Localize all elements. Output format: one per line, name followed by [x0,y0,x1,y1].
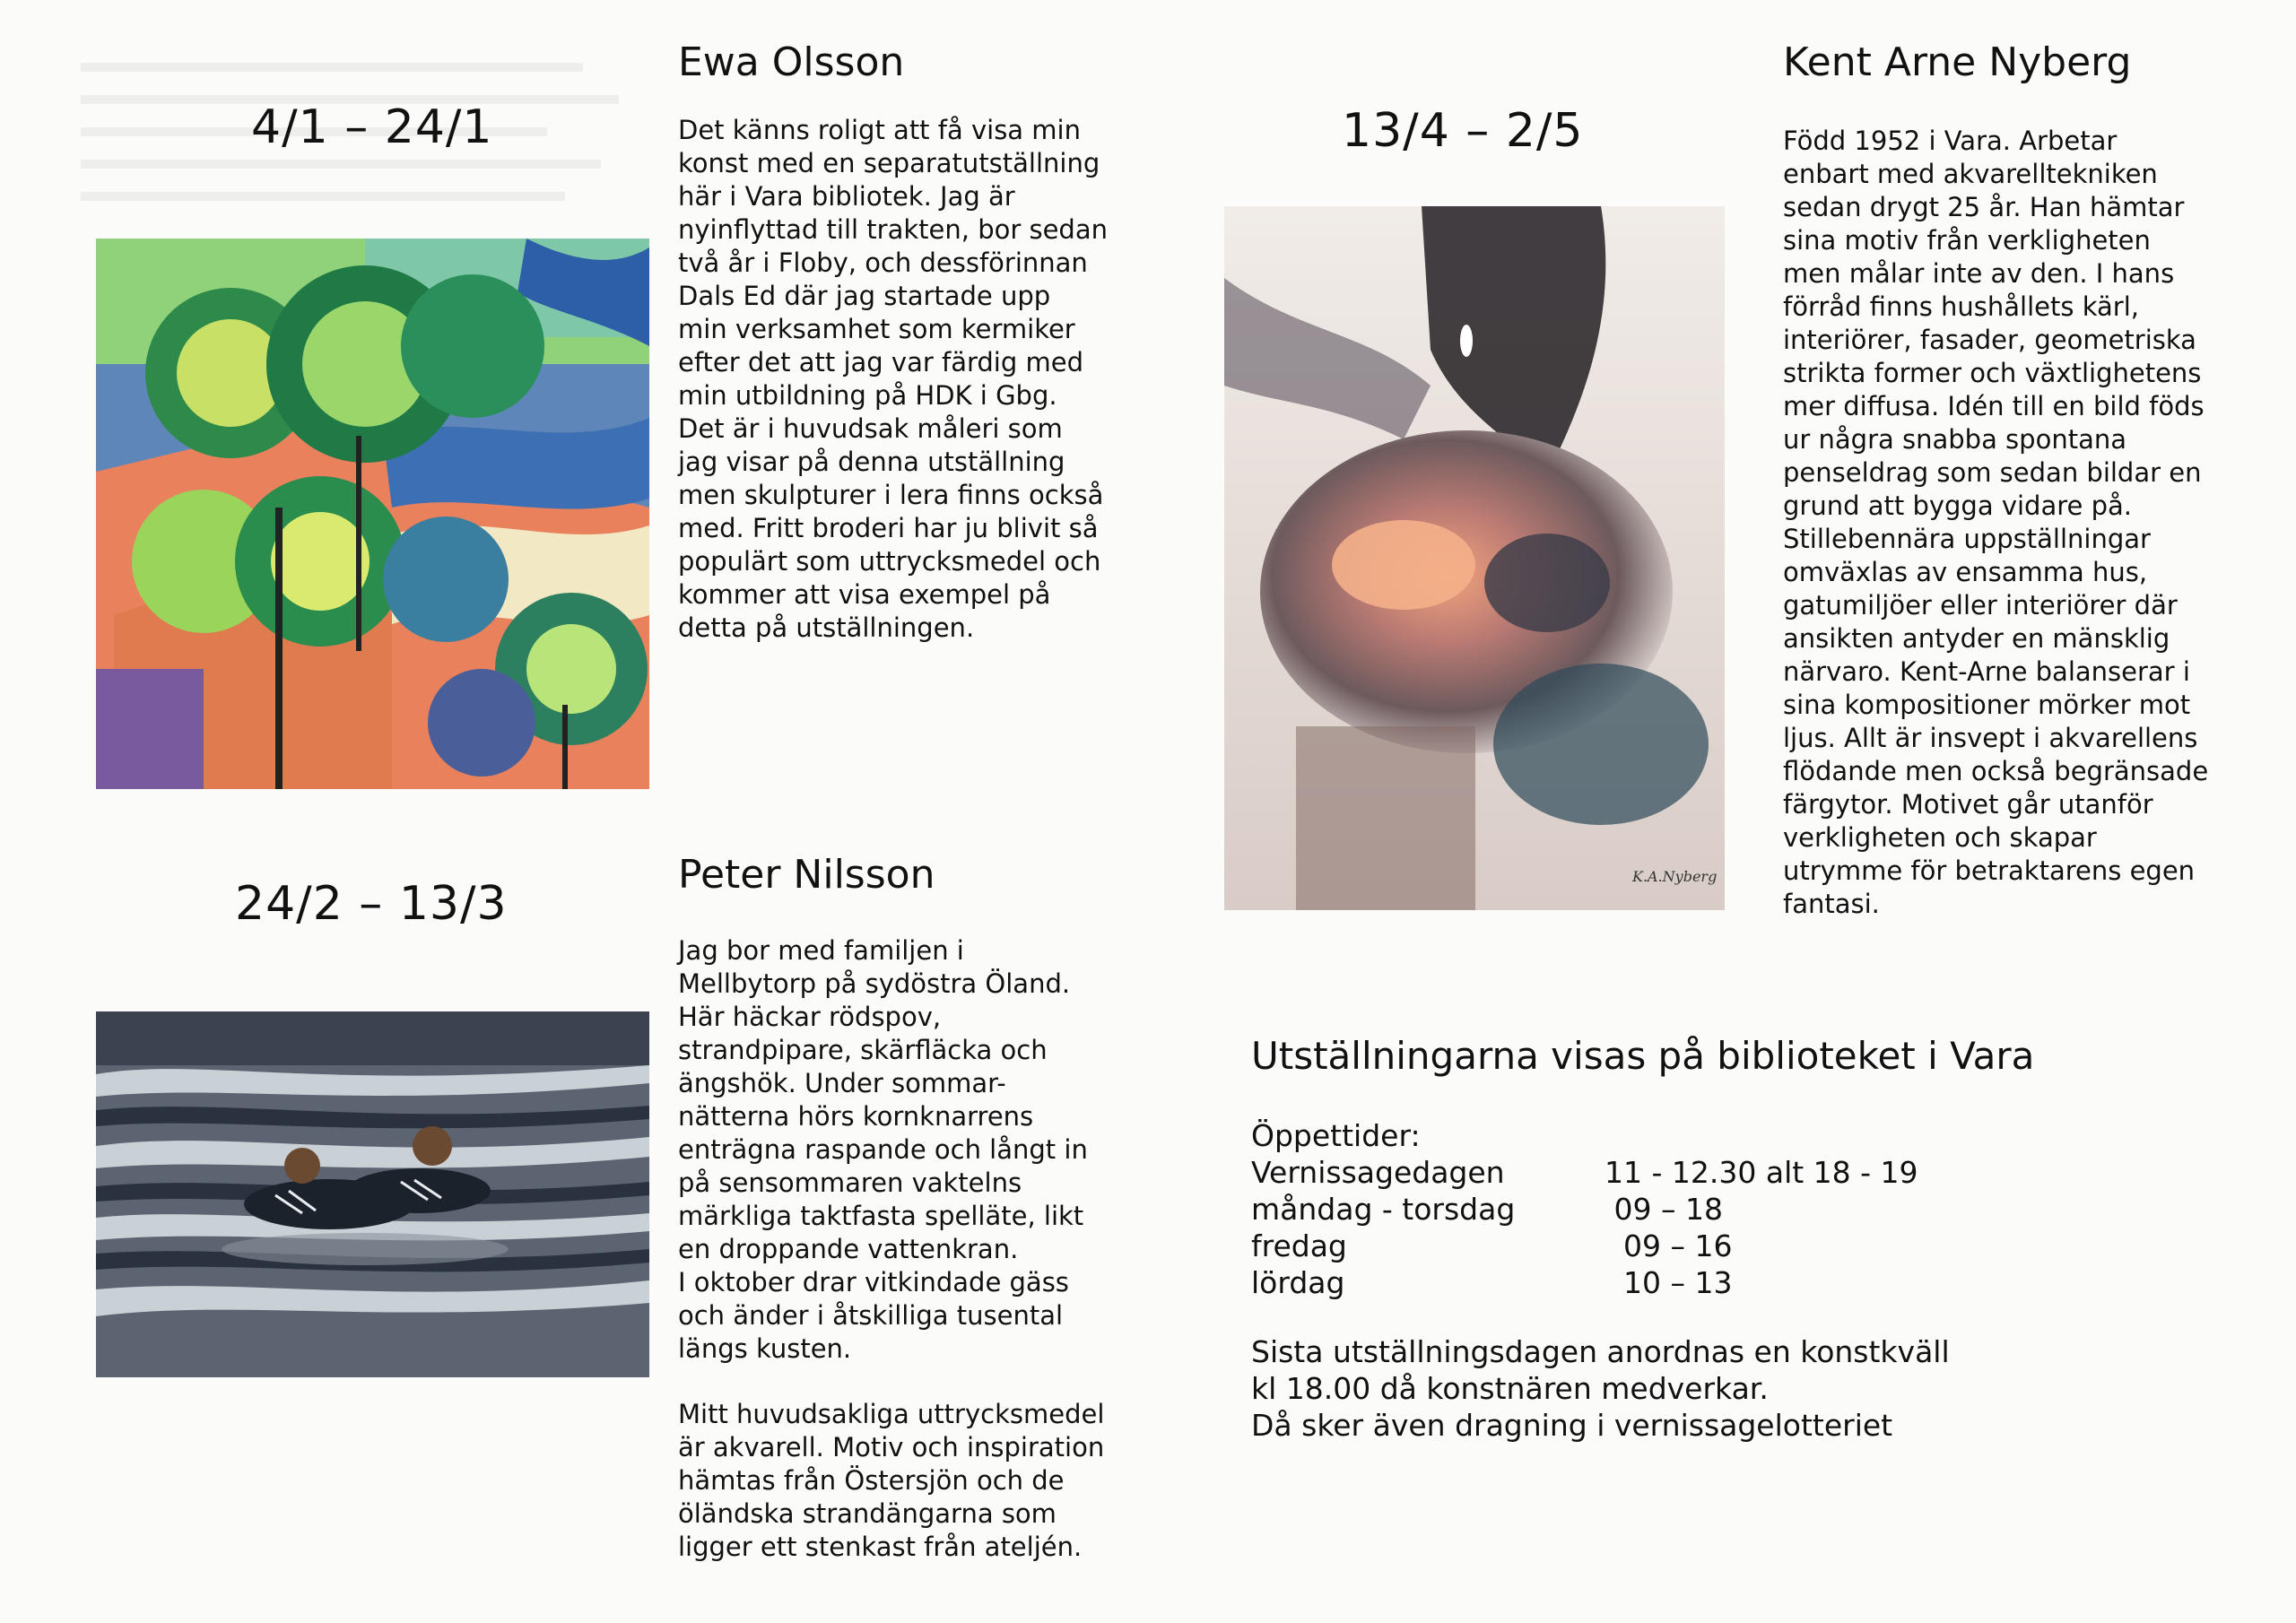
hours-row [1251,1191,2058,1228]
closing-event-note: Sista utställningsdagen anordnas en konstkväll kl 18.00 då konstnären medverkar. Då sker även dragning i vernissagelotteriet [1251,1334,1950,1443]
opening-hours-label: Öppettider: [1251,1118,1421,1153]
artist-signature: K.A.Nyberg [1632,868,1718,885]
exhibit-dates: 4/1 – 24/1 [251,100,493,154]
painting-watercolor-still-life [1224,206,1725,910]
hours-time: 09 – 16 [1605,1228,1733,1263]
exhibit-dates: 13/4 – 2/5 [1342,104,1584,158]
hours-row [1251,1154,2058,1191]
artist-description: Jag bor med familjen i Mellbytorp på sydöstra Öland. Här häckar rödspov, strandpipare, skärfläcka och ängshök. Under sommar- nätterna hörs kornknarrens enträgna raspande och långt in på sensommaren vaktelns märkliga taktfasta spelläte, likt en droppande vattenkran. I oktober drar vitkindade gäss och änder i åtskilliga tusental längs kusten. [678,935,1088,1364]
opening-hours-table [1251,1154,2058,1301]
artist-name: Kent Arne Nyberg [1783,39,2132,85]
painting-loons-on-water [96,1011,649,1377]
artist-name: Peter Nilsson [678,852,935,898]
artist-description: Född 1952 i Vara. Arbetar enbart med akvarelltekniken sedan drygt 25 år. Han hämtar sina motiv från verkligheten men målar inte av den. I hans förråd finns hushållets kärl, interiörer, fasader, geometriska strikta former och växtlighetens mer diffusa. Idén till en bild föds ur några snabba spontana penseldrag som sedan bildar en grund att bygga vidare på. Stillebennära uppställningar omväxlas av ensamma hus, gatumiljöer eller interiörer där ansikten antyder en mänsklig närvaro. Kent-Arne balanserar i sina kompositioner mörker mot ljus. Allt är insvept i akvarellens flödande men också begränsade färgytor. Motivet går utanför verkligheten och skapar utrymme för betraktarens egen fantasi. [1783,126,2209,919]
hours-day: fredag [1251,1228,1347,1263]
hours-day: Vernissagedagen [1251,1155,1505,1190]
artist-description: Det känns roligt att få visa min konst med en separatutställning här i Vara bibliotek. Jag är nyinflyttad till trakten, bor sedan två år i Floby, och dessförinnan Dals Ed där jag startade upp min verksamhet som kermiker efter det att jag var färdig med min utbildning på HDK i Gbg. Det är i huvudsak måleri som jag visar på denna utställning men skulpturer i lera finns också med. Fritt broderi har ju blivit så populärt som uttrycksmedel och kommer att visa exempel på detta på utställningen. [678,115,1108,643]
hours-time: 10 – 13 [1605,1265,1733,1300]
info-heading: Utställningarna visas på biblioteket i Vara [1251,1034,2035,1078]
hours-day: lördag [1251,1265,1345,1300]
hours-time: 09 – 18 [1605,1192,1723,1227]
painting-abstract-trees [96,239,649,789]
artist-description-medium: Mitt huvudsakliga uttrycksmedel är akvarell. Motiv och inspiration hämtas från Östersjön och de öländska strandängarna som ligger ett stenkast från ateljén. [678,1399,1105,1562]
hours-day: måndag - torsdag [1251,1192,1516,1227]
hours-row [1251,1264,2058,1301]
exhibit-dates: 24/2 – 13/3 [235,877,508,931]
hours-time: 11 - 12.30 alt 18 - 19 [1605,1155,1918,1190]
hours-row [1251,1228,2058,1264]
artist-name: Ewa Olsson [678,39,905,85]
